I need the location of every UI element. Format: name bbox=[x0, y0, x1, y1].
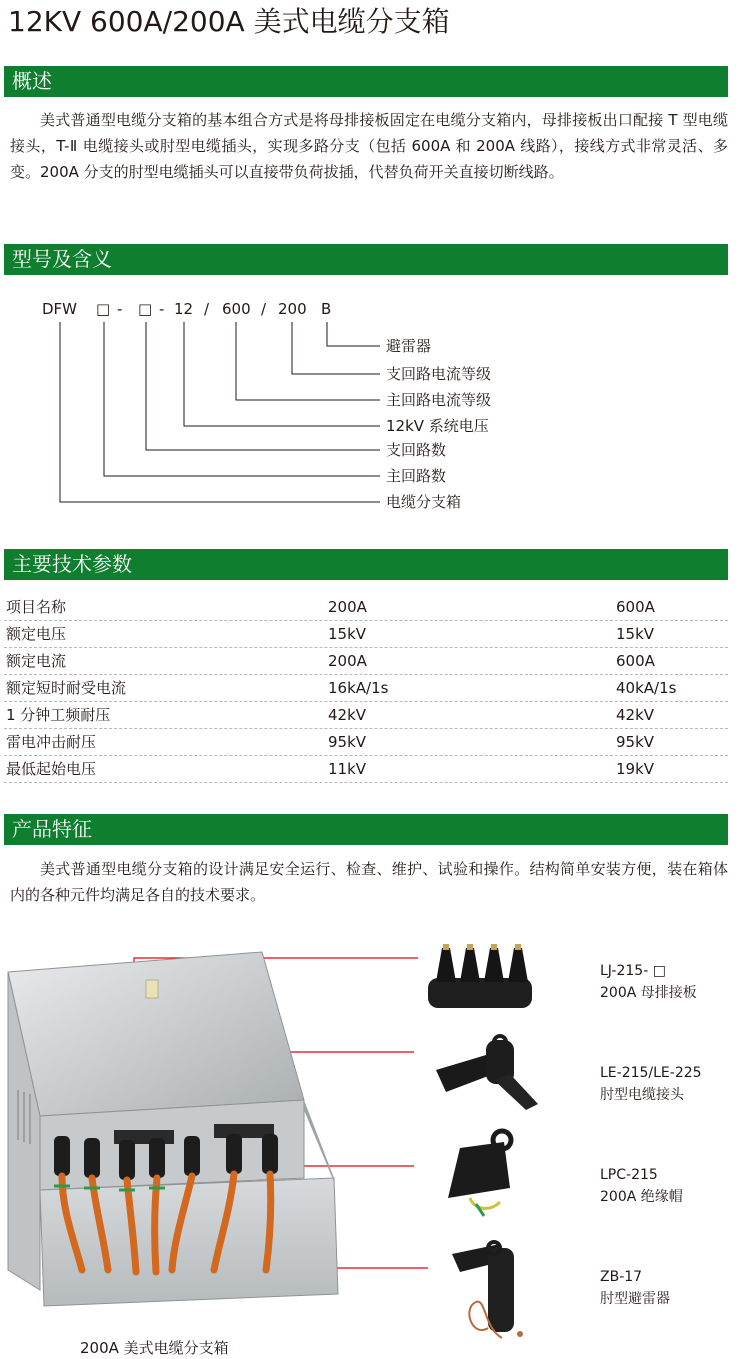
elbow-connector-icon bbox=[426, 1030, 546, 1120]
table-cell: 95kV bbox=[328, 733, 367, 751]
overview-text: 美式普通型电缆分支箱的基本组合方式是将母排接板固定在电缆分支箱内，母排接板出口配接 T 型电缆接头，T-Ⅱ 电缆接头或肘型电缆插头，实现多路分支（包括 600A 和 200A 线路），接线方式非常灵活、多变。200A 分支的肘型电缆插头可以直接带负荷拔插，代替负荷开关直接切断线路。 bbox=[10, 111, 728, 181]
model-label: 避雷器 bbox=[386, 337, 432, 355]
table-cell: 600A bbox=[616, 652, 655, 670]
table-cell: 额定电压 bbox=[6, 625, 67, 643]
part-name: 200A 母排接板 bbox=[600, 985, 697, 1001]
model-label: 12kV 系统电压 bbox=[386, 417, 489, 435]
table-cell: 16kA/1s bbox=[328, 679, 389, 697]
section-title: 概述 bbox=[12, 69, 52, 93]
table-cell: 11kV bbox=[328, 760, 367, 778]
section-title: 产品特征 bbox=[12, 817, 92, 841]
section-title: 主要技术参数 bbox=[12, 552, 132, 576]
model-label: 电缆分支箱 bbox=[386, 493, 462, 511]
part-name: 200A 绝缘帽 bbox=[600, 1189, 683, 1205]
part-code: LE-215/LE-225 bbox=[600, 1065, 702, 1081]
page-title: 12KV 600A/200A 美式电缆分支箱 bbox=[8, 5, 450, 38]
section-title: 型号及含义 bbox=[12, 247, 112, 271]
elbow-arrester-icon bbox=[442, 1238, 552, 1348]
table-cell: 15kV bbox=[616, 625, 655, 643]
model-token: DFW bbox=[42, 300, 78, 318]
model-token: 600 bbox=[222, 300, 251, 318]
table-cell: 1 分钟工频耐压 bbox=[6, 706, 111, 724]
model-token: □ bbox=[138, 300, 153, 318]
insulating-cap-icon bbox=[440, 1128, 530, 1218]
model-token: - bbox=[117, 300, 123, 318]
table-cell: 15kV bbox=[328, 625, 367, 643]
table-cell: 40kA/1s bbox=[616, 679, 677, 697]
model-token: / bbox=[261, 300, 267, 318]
model-token: □ bbox=[96, 300, 111, 318]
table-cell: 600A bbox=[616, 598, 655, 616]
model-label: 支回路电流等级 bbox=[386, 365, 492, 383]
table-cell: 最低起始电压 bbox=[6, 760, 97, 778]
cable-branch-box-image bbox=[4, 940, 344, 1320]
part-code: ZB-17 bbox=[600, 1269, 643, 1285]
model-token: 12 bbox=[174, 300, 194, 318]
features-text: 美式普通型电缆分支箱的设计满足安全运行、检查、维护、试验和操作。结构简单安装方便，装在箱体内的各种元件均满足各自的技术要求。 bbox=[10, 860, 728, 904]
table-cell: 19kV bbox=[616, 760, 655, 778]
table-cell: 200A bbox=[328, 598, 367, 616]
model-label: 主回路数 bbox=[386, 467, 447, 485]
model-token: - bbox=[159, 300, 165, 318]
table-cell: 200A bbox=[328, 652, 367, 670]
model-label: 主回路电流等级 bbox=[386, 391, 492, 409]
table-cell: 额定电流 bbox=[6, 652, 67, 670]
part-code: LPC-215 bbox=[600, 1167, 658, 1183]
table-cell: 雷电冲击耐压 bbox=[6, 733, 97, 751]
figure-caption: 200A 美式电缆分支箱 bbox=[80, 1339, 229, 1357]
model-label: 支回路数 bbox=[386, 441, 447, 459]
part-code: LJ-215- □ bbox=[600, 963, 666, 979]
table-cell: 42kV bbox=[328, 706, 367, 724]
model-token: 200 bbox=[278, 300, 307, 318]
table-cell: 42kV bbox=[616, 706, 655, 724]
model-token: B bbox=[321, 300, 332, 318]
model-token: / bbox=[204, 300, 210, 318]
table-cell: 95kV bbox=[616, 733, 655, 751]
part-name: 肘型避雷器 bbox=[600, 1291, 670, 1307]
busbar-icon bbox=[420, 938, 540, 1018]
table-cell: 额定短时耐受电流 bbox=[6, 679, 127, 697]
table-cell: 项目名称 bbox=[6, 598, 67, 616]
part-name: 肘型电缆接头 bbox=[600, 1087, 684, 1103]
